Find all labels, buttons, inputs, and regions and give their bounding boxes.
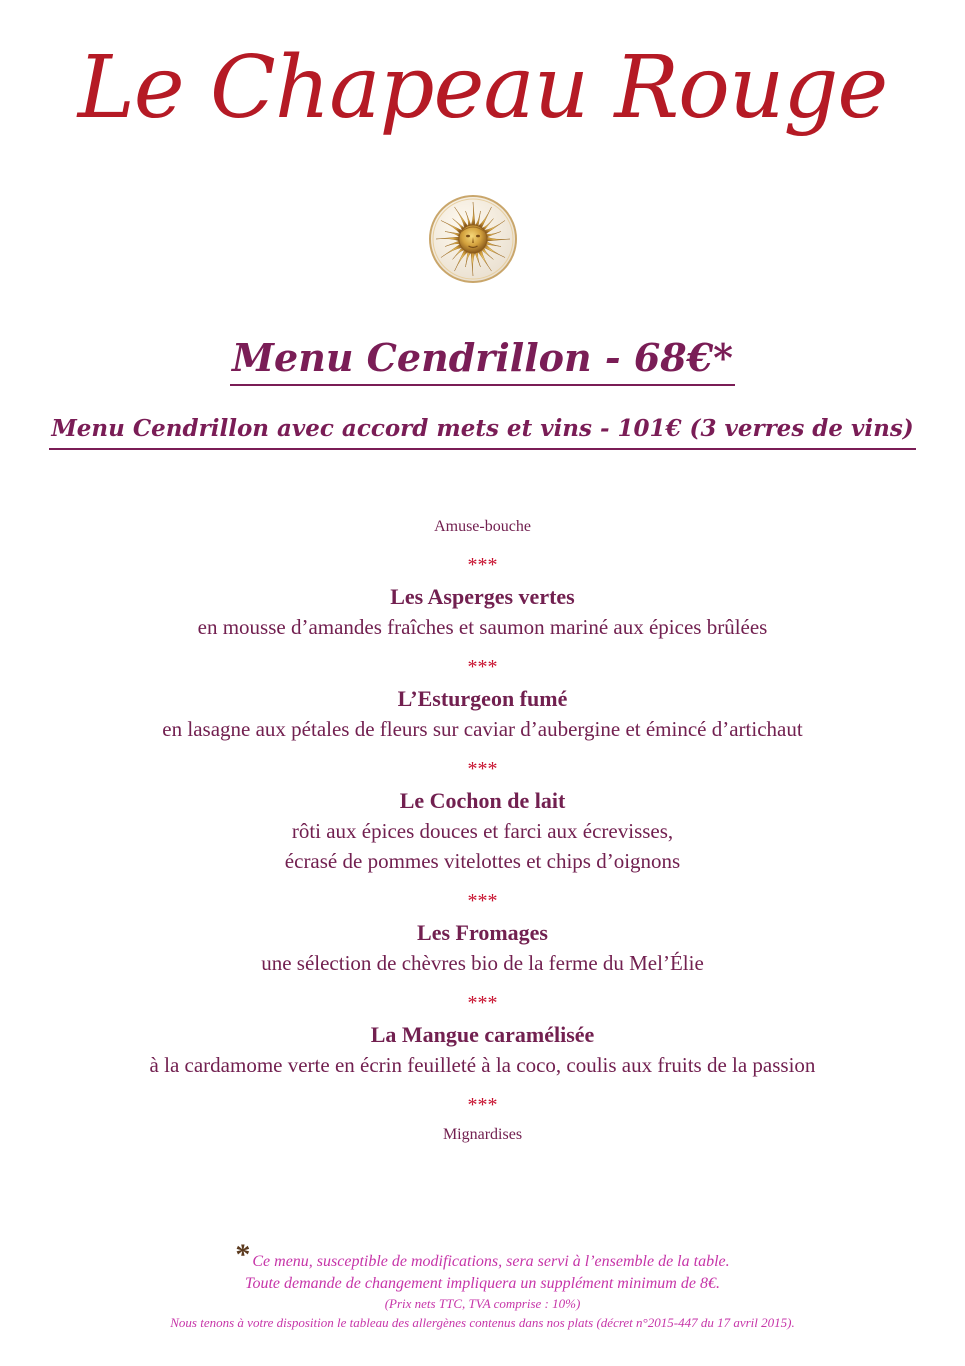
sun-face-emblem-icon bbox=[428, 194, 518, 284]
dish-name: La Mangue caramélisée bbox=[370, 1022, 595, 1047]
dish-name: Les Fromages bbox=[417, 920, 548, 945]
menu-title-wrap bbox=[0, 334, 965, 386]
course-separator: *** bbox=[467, 890, 498, 912]
footer-line-3: (Prix nets TTC, TVA comprise : 10%) bbox=[384, 1296, 581, 1311]
dish-description: rôti aux épices douces et farci aux écrevisses, bbox=[291, 819, 674, 843]
course-separator: *** bbox=[467, 758, 498, 780]
dish-description: en lasagne aux pétales de fleurs sur caviar d’aubergine et émincé d’artichaut bbox=[162, 717, 803, 741]
course-separator: *** bbox=[467, 1094, 498, 1116]
course-separator: *** bbox=[467, 656, 498, 678]
menu-courses bbox=[0, 514, 965, 1148]
dish-description: à la cardamome verte en écrin feuilleté à la coco, coulis aux fruits de la passion bbox=[149, 1053, 816, 1077]
footer-text-1: Ce menu, susceptible de modifications, sera servi à l’ensemble de la table. bbox=[252, 1253, 730, 1270]
footer-line-1 bbox=[0, 1238, 965, 1273]
menu-title: Menu Cendrillon - 68€* bbox=[230, 334, 735, 386]
dish-name: Le Cochon de lait bbox=[399, 788, 566, 813]
dish-description: une sélection de chèvres bio de la ferme du Mel’Élie bbox=[261, 951, 704, 975]
menu-subtitle: Menu Cendrillon avec accord mets et vins - 101€ (3 verres de vins) bbox=[49, 412, 915, 450]
course-separator: *** bbox=[467, 992, 498, 1014]
mignardises: Mignardises bbox=[442, 1126, 523, 1143]
footer-line-4: Nous tenons à votre disposition le tableau des allergènes contenus dans nos plats (décret n°2015-447 du 17 avril 2015). bbox=[170, 1315, 795, 1330]
course-separator: *** bbox=[467, 554, 498, 576]
asterisk-icon: * bbox=[235, 1238, 251, 1271]
dish-name: L’Esturgeon fumé bbox=[397, 686, 568, 711]
amuse-bouche: Amuse-bouche bbox=[434, 518, 531, 535]
footer-line-2: Toute demande de changement impliquera un supplément minimum de 8€. bbox=[245, 1275, 720, 1292]
restaurant-logo: Le Chapeau Rouge bbox=[77, 38, 888, 138]
dish-description: écrasé de pommes vitelottes et chips d’oignons bbox=[284, 849, 681, 873]
dish-description: en mousse d’amandes fraîches et saumon mariné aux épices brûlées bbox=[197, 615, 768, 639]
footer-notes bbox=[0, 1238, 965, 1333]
dish-name: Les Asperges vertes bbox=[390, 584, 575, 609]
menu-subtitle-wrap bbox=[0, 412, 965, 450]
